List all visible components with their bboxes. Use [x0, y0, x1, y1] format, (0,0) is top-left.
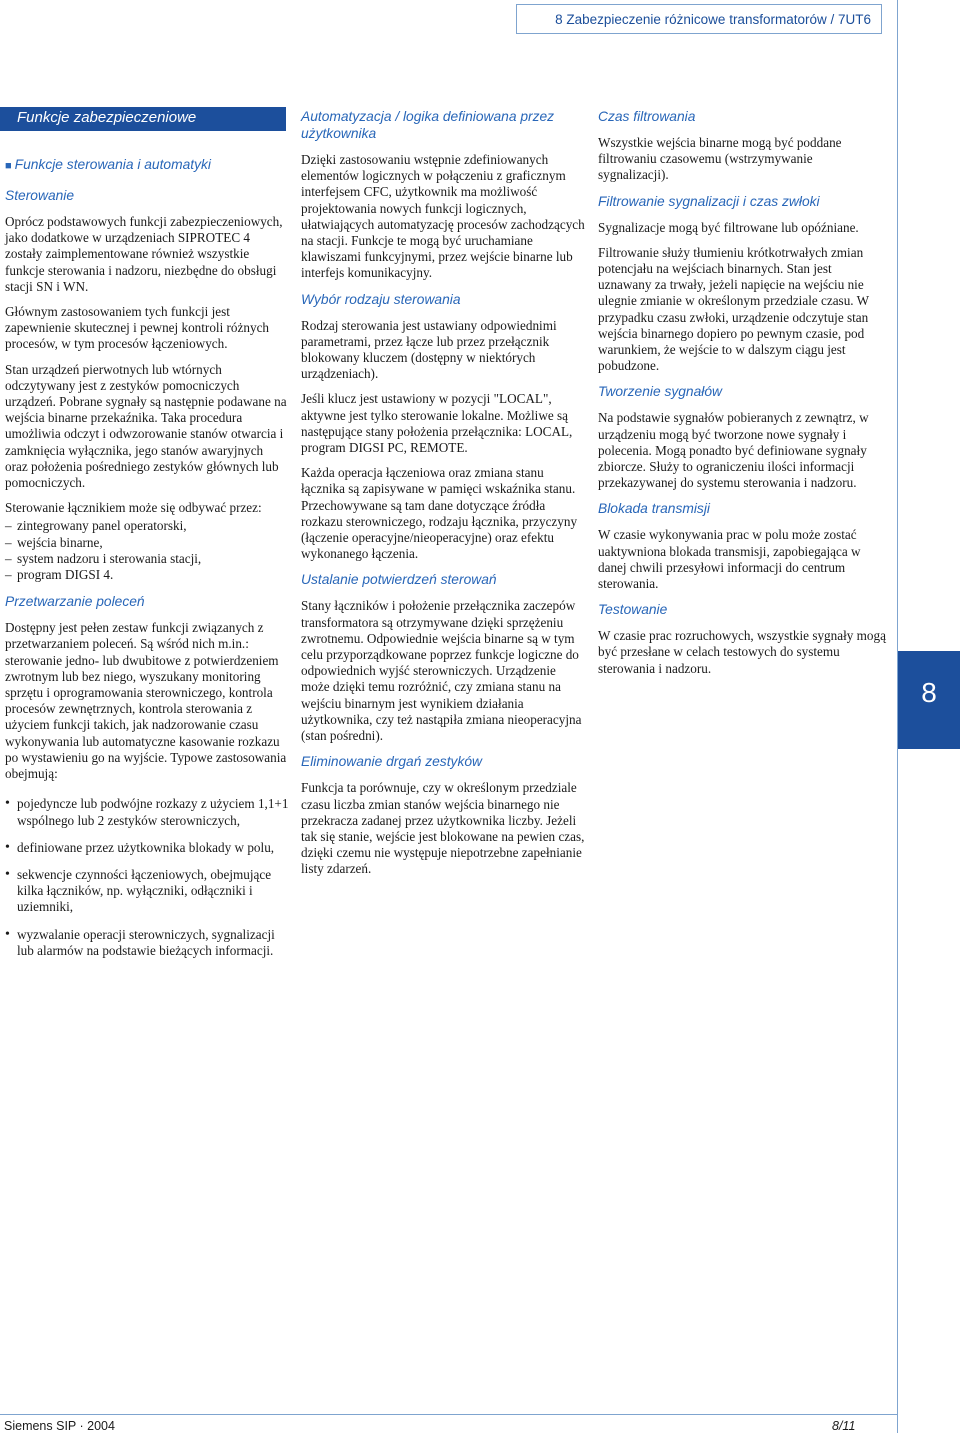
paragraph: Filtrowanie służy tłumieniu krótkotrwałych zmian potencjału na wejściach binarnych. Stan jest uznawany za trwały, jeżeli napięcie na wejściu nie ulegnie zmianie w określonym przedziale czasu. W przypadku czasu zwłoki, urządzenie odczytuje stan wejścia binarnego dopiero po pewnym czasie, pod warunkiem, że wejście to w dalszym ciągu jest pobudzone. [598, 244, 869, 374]
subheading-czas-filtrowania: Czas filtrowania [598, 109, 696, 124]
paragraph: W czasie wykonywania prac w polu może zostać uaktywniona blokada transmisji, zapobiegająca w danej chwili przesyłowi informacji do centrum sterowania. [598, 527, 861, 592]
footer-publisher: Siemens SIP · 2004 [4, 1419, 115, 1433]
paragraph: Stan urządzeń pierwotnych lub wtórnych odczytywany jest z zestyków pomocniczych urządzeń. Pobrane sygnały są następnie podawane na wejścia binarne przekaźnika. Taka procedura umożliwia odczyt i odwzorowanie stanów otwarcia i zamknięcia wyłącznika, jego stanów awaryjnych oraz położenia pośredniego zestyków głównych lub pomocniczych. [5, 361, 287, 491]
bullet-list-item: • sekwencje czynności łączeniowych, obejmujące kilka łączników, np. wyłączniki, odłączniki i uziemniki, [5, 867, 289, 916]
dash-list [5, 518, 289, 583]
paragraph: Dostępny jest pełen zestaw funkcji związanych z przetwarzaniem poleceń. Są wśród nich m.in.: sterowanie jedno- lub dwubitowe z potwierdzeniem zwrotnym lub bez niego, wyszukany monitoring sprzętu i oprogramowania sterowniczego, kontrola procesów zewnętrznych, kontrola sterowania z użyciem funkcji takich, jak nadzorowanie czasu wykonywania lub automatyczne kasowanie rozkazu po wystawieniu go na wyjście. Typowe zastosowania obejmują: [5, 620, 287, 782]
bullet-list [5, 796, 289, 959]
dash-list-item: – zintegrowany panel operatorski, [5, 518, 289, 534]
paragraph: Rodzaj sterowania jest ustawiany odpowiednimi parametrami, przez łącze lub przez przełącznik blokowany kluczem (dostępny w niektórych urządzeniach). [301, 317, 557, 382]
paragraph: Funkcja ta porównuje, czy w określonym przedziale czasu liczba zmian stanów wejścia binarnego nie przekracza zadanej przez użytkownika liczby. Jeżeli tak się stanie, wejście jest blokowane na pewien czas, dzięki czemu nie występuje niepotrzebne zapełnianie listy zdarzeń. [301, 780, 585, 877]
subheading-ustalanie: Ustalanie potwierdzeń sterowań [301, 572, 497, 588]
footer-rule [0, 1414, 897, 1415]
section-heading-text: Funkcje sterowania i automatyki [14, 157, 211, 172]
square-bullet-icon: ■ [5, 160, 12, 172]
subheading-tworzenie: Tworzenie sygnałów [598, 384, 722, 400]
paragraph: Na podstawie sygnałów pobieranych z zewnątrz, w urządzeniu mogą być tworzone nowe sygnały i polecenia. Mogą ponadto być definiowane sygnały zbiorcze. Służy to ograniczeniu ilości informacji przekazywanej do systemu sterowania i nadzoru. [598, 410, 869, 491]
paragraph: Sygnalizacje mogą być filtrowane lub opóźniane. [598, 219, 859, 235]
paragraph: Jeśli klucz jest ustawiony w pozycji "LOCAL", aktywne jest tylko sterowanie lokalne. Możliwe są następujące stany położenia przełącznika: LOCAL, program DIGSI PC, REMOTE. [301, 391, 573, 456]
paragraph: Sterowanie łącznikiem może się odbywać przez: [5, 500, 262, 516]
paragraph: Stany łączników i położenie przełącznika zaczepów transformatora są otrzymywane dzięki sprzężeniu zwrotnemu. Odpowiednie wejścia binarne są w tym celu przyporządkowane poprzez funkcje logiczne do odpowiednich wyjść sterowniczych. Urządzenie może dzięki temu rozróżnić, czy zmiana stanu na wejściu binarnym jest wynikiem działania użytkownika, czy też nastąpiła zmiana nieoperacyjna (stan pośredni). [301, 598, 582, 744]
subheading-eliminowanie: Eliminowanie drgań zestyków [301, 754, 482, 770]
subheading-blokada: Blokada transmisji [598, 501, 710, 517]
subheading-testowanie: Testowanie [598, 602, 668, 618]
chapter-tab-number: 8 [921, 677, 937, 708]
subheading-automatyzacja: Automatyzacja / logika definiowana przez użytkownika [301, 109, 555, 141]
paragraph: Dzięki zastosowaniu wstępnie zdefiniowanych elementów logicznych w połączeniu z graficznym interfejsem CFC, użytkownik ma możliwość projektowania nowych funkcji logicznych, ułatwiających automatyzację procesów zachodzących na stacji. Funkcje te mogą być uruchamiane klawiszami funkcyjnymi, przez wejście binarne lub interfejs komunikacyjny. [301, 152, 585, 281]
paragraph: Głównym zastosowaniem tych funkcji jest zapewnienie skutecznej i pewnej kontroli różnych procesów, w tym procesów łączeniowych. [5, 304, 270, 352]
section-heading [5, 156, 289, 175]
chapter-tab [898, 651, 960, 749]
page-header-box [516, 4, 882, 34]
column-1 [5, 156, 289, 970]
paragraph: W czasie prac rozruchowych, wszystkie sygnały mogą być przesłane w celach testowych do systemu sterowania i nadzoru. [598, 628, 886, 676]
subheading-sterowanie: Sterowanie [5, 188, 75, 203]
subheading-przetwarzanie: Przetwarzanie poleceń [5, 594, 145, 610]
column-2 [301, 108, 587, 887]
paragraph: Wszystkie wejścia binarne mogą być poddane filtrowaniu czasowemu (wstrzymywanie sygnalizacji). [598, 135, 842, 183]
column-3 [598, 108, 886, 686]
dash-list-item: – wejścia binarne, [5, 535, 289, 551]
subheading-wybor: Wybór rodzaju sterowania [301, 291, 461, 307]
section-band [0, 107, 286, 131]
page-header-title: 8 Zabezpieczenie różnicowe transformatorów / 7UT6 [555, 12, 871, 27]
bullet-list-item: • pojedyncze lub podwójne rozkazy z użyciem 1,1+1 wspólnego lub 2 zestyków sterowniczych, [5, 796, 289, 828]
dash-list-item: – system nadzoru i sterowania stacji, [5, 551, 289, 567]
paragraph: Oprócz podstawowych funkcji zabezpieczeniowych, jako dodatkowe w urządzeniach SIPROTEC 4 zostały zaimplementowane również wszystkie funkcje sterowania i nadzoru, niezbędne do obsługi stacji SN i WN. [5, 214, 283, 294]
paragraph: Każda operacja łączeniowa oraz zmiana stanu łącznika są zapisywane w pamięci wskaźnika stanu. Przechowywane są tam dane dotyczące źródła rozkazu sterowniczego, rodzaju łącznika, przyczyny (łączenie operacyjne/nieoperacyjne) oraz efektu wykonanego łączenia. [301, 465, 578, 562]
dash-list-item: – program DIGSI 4. [5, 567, 289, 583]
section-band-title: Funkcje zabezpieczeniowe [17, 109, 197, 126]
footer-page-number: 8/11 [832, 1419, 856, 1433]
subheading-filtrowanie: Filtrowanie sygnalizacji i czas zwłoki [598, 193, 820, 209]
bullet-list-item: • definiowane przez użytkownika blokady w polu, [5, 840, 289, 856]
bullet-list-item: • wyzwalanie operacji sterowniczych, sygnalizacji lub alarmów na podstawie bieżących informacji. [5, 927, 289, 959]
